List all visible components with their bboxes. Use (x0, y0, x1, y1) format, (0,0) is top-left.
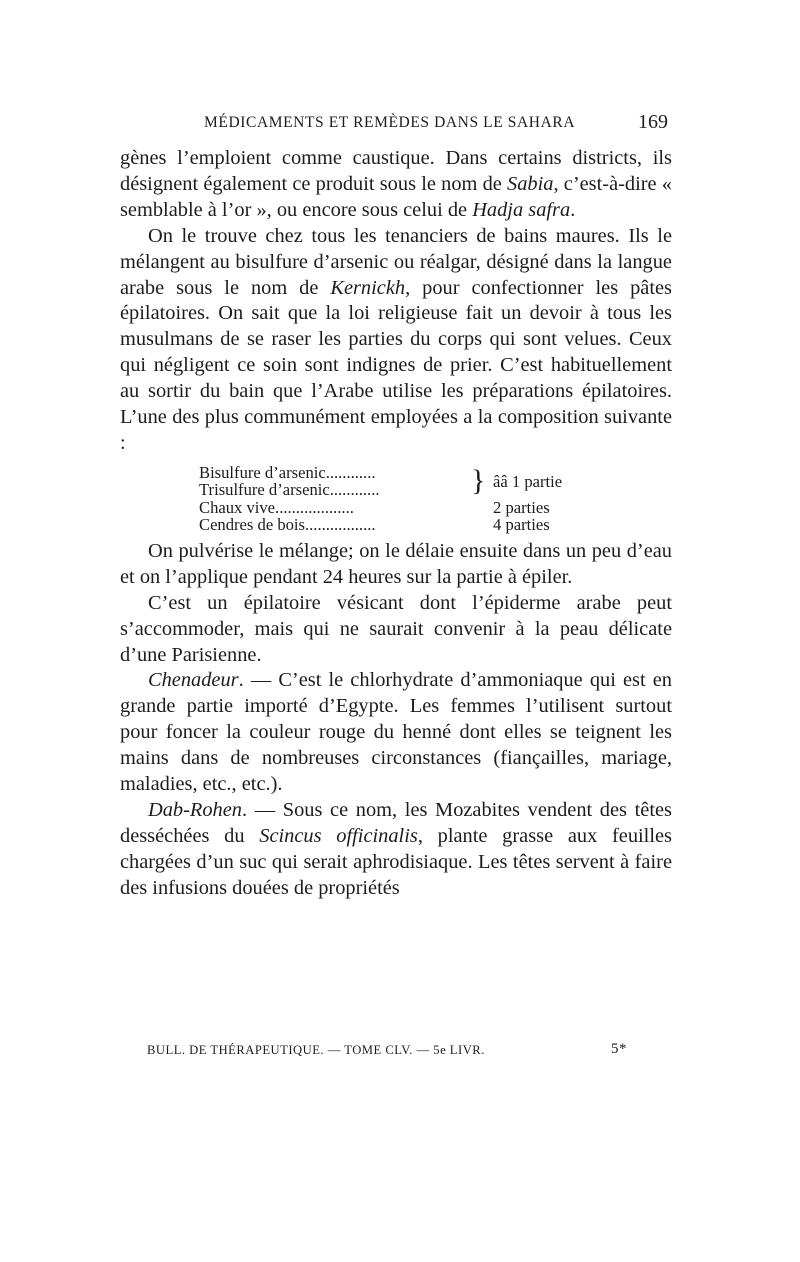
paragraph-4: C’est un épilatoire vésicant dont l’épiderme arabe peut s’accommoder, mais qui ne saurait convenir à la peau délicate d’une Parisienne. (120, 591, 672, 666)
signature-mark: 5* (611, 1041, 627, 1057)
paragraph-1 (120, 146, 672, 224)
text-run: , pour confectionner les pâtes épilatoires. On sait que la loi religieuse fait un devoir à tous les musulmans de se raser les parties du corps qui sont velues. Ceux qui négligent ce soin sont indignes de prier. C’est habituellement au sortir du bain que l’Arabe utilise les préparations épilatoires. L’une des plus communément employées a la composition suivante : (120, 276, 672, 454)
page-footer (147, 1043, 627, 1058)
term-dab-rohen: Dab-Rohen (148, 798, 242, 821)
term-hadja-safra: Hadja safra (472, 198, 571, 221)
recipe-table (199, 464, 603, 534)
paragraph-2 (120, 224, 672, 457)
bulletin-line: BULL. DE THÉRAPEUTIQUE. — TOME CLV. — 5e LIVR. (147, 1043, 485, 1057)
recipe-row (199, 464, 603, 482)
paragraph-6 (120, 798, 672, 902)
term-sabia: Sabia (507, 172, 554, 195)
text-run: , c’est-à-dire « semblable à l’or », ou encore sous celui de (120, 172, 673, 221)
paragraph-5 (120, 668, 672, 798)
ingredient: Chaux vive................... (199, 497, 354, 517)
text-run: . — C’est le chlorhydrate d’ammoniaque qui est en grande partie importé d’Egypte. Les femmes l’utilisent surtout pour foncer la couleur rouge du henné dont elles se teignent les mains dans de nombreuses circonstances (fiançailles, mariage, maladies, etc., etc.). (120, 669, 672, 796)
body-text (120, 146, 672, 902)
term-scincus-officinalis: Scincus officinalis (259, 824, 418, 847)
quantity: ââ 1 partie (493, 471, 563, 491)
ingredient: Bisulfure d’arsenic............ (199, 462, 376, 482)
recipe-row (199, 499, 603, 517)
page-number: 169 (638, 111, 668, 133)
ingredient: Trisulfure d’arsenic............ (199, 480, 380, 500)
text-run: On le trouve chez tous les tenanciers de bains maures. Ils le mélangent au bisulfure d’arsenic ou réalgar, désigné dans la langue arabe sous le nom de (120, 224, 672, 299)
ingredient: Cendres de bois................. (199, 515, 376, 535)
recipe-row (199, 516, 603, 534)
term-chenadeur: Chenadeur (148, 669, 239, 692)
text-run: . — Sous ce nom, les Mozabites vendent des têtes desséchées du (120, 798, 672, 847)
quantity: 4 parties (493, 515, 550, 535)
text-run: . (570, 198, 576, 221)
page-header (204, 111, 668, 133)
brace: } (471, 464, 486, 498)
paragraph-3: On pulvérise le mélange; on le délaie ensuite dans un peu d’eau et on l’applique pendant 24 heures sur la partie à épiler. (120, 539, 672, 588)
quantity: 2 parties (493, 497, 550, 517)
text-run: , plante grasse aux feuilles chargées d’un suc qui serait aphrodisiaque. Les têtes servent à faire des infusions douées de propriétés (120, 824, 672, 899)
text-run: gènes l’emploient comme caustique. Dans certains districts, ils désignent également ce produit sous le nom de (120, 147, 672, 195)
term-kernickh: Kernickh (330, 276, 406, 299)
running-title: MÉDICAMENTS ET REMÈDES DANS LE SAHARA (204, 114, 576, 131)
